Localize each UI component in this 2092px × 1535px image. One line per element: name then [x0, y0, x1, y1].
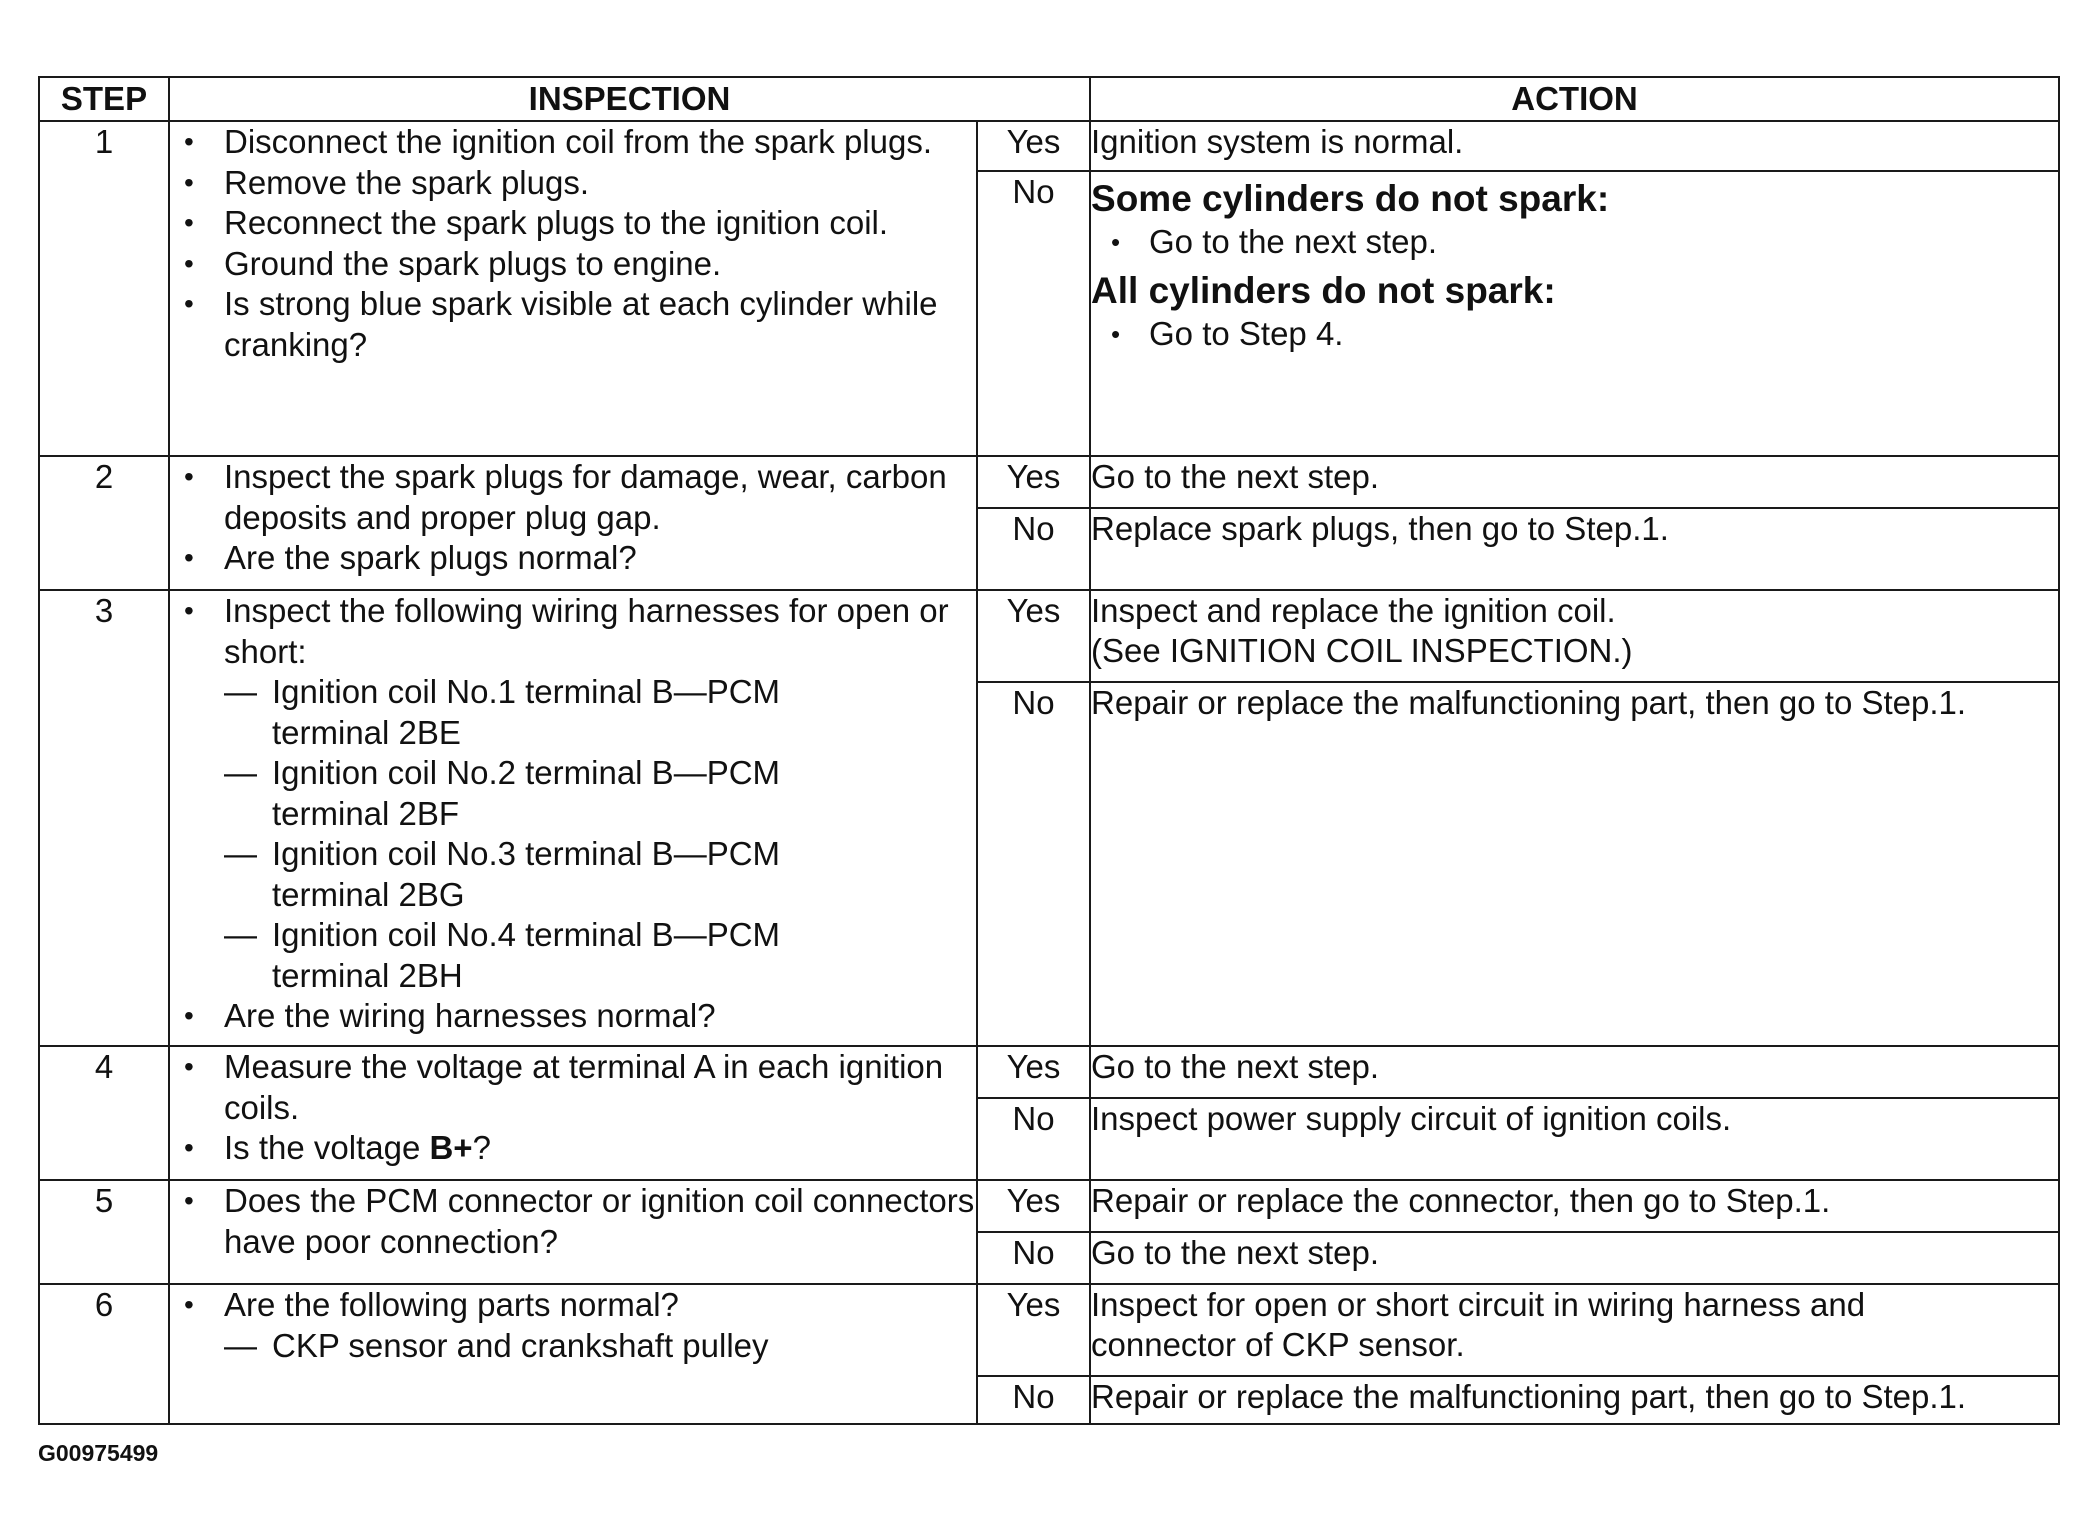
yes-action-line1: Inspect and replace the ignition coil. — [1091, 592, 1616, 629]
inspection-cell — [169, 1046, 977, 1180]
inspection-intro: Inspect the following wiring harnesses for open or short: — [224, 592, 949, 670]
header-action: ACTION — [1090, 77, 2059, 121]
sub-item-line1: Ignition coil No.1 terminal B—PCM — [272, 673, 781, 710]
list-item: • Measure the voltage at terminal A in each ignition coils. — [170, 1047, 976, 1128]
figure-id: G00975499 — [38, 1440, 159, 1466]
list-item: • Are the wiring harnesses normal? — [170, 996, 976, 1037]
inspection-list — [170, 457, 976, 579]
yes-action: Repair or replace the connector, then go to Step.1. — [1090, 1180, 2059, 1232]
inspection-cell — [169, 590, 977, 1046]
dash-marker: — — [224, 1326, 257, 1364]
action-heading: All cylinders do not spark: — [1091, 270, 1556, 311]
sub-item — [170, 834, 976, 915]
list-item: • Are the spark plugs normal? — [170, 538, 976, 579]
header-step: STEP — [39, 77, 169, 121]
action-list — [1091, 222, 2058, 262]
list-item: • Is strong blue spark visible at each cylinder while cranking? — [170, 284, 976, 365]
yes-label: Yes — [977, 1180, 1090, 1232]
sub-item-line2: terminal 2BF — [272, 794, 460, 832]
yes-label: Yes — [977, 1284, 1090, 1376]
yes-label: Yes — [977, 590, 1090, 682]
table-row-step-1-yes — [39, 121, 2059, 171]
list-item: • Remove the spark plugs. — [170, 163, 976, 204]
step-number: 3 — [39, 590, 169, 1046]
sub-item-line2: terminal 2BE — [272, 713, 461, 751]
sub-item — [170, 915, 976, 996]
inspection-list — [170, 1047, 976, 1169]
yes-action-line2: connector of CKP sensor. — [1091, 1326, 1465, 1363]
sub-item-text: CKP sensor and crankshaft pulley — [272, 1326, 769, 1364]
no-action: Replace spark plugs, then go to Step.1. — [1090, 508, 2059, 590]
voltage-question-suffix: ? — [472, 1129, 491, 1166]
inspection-list — [170, 591, 976, 1037]
voltage-question-prefix: Is the voltage — [224, 1129, 430, 1166]
dash-marker: — — [224, 916, 257, 953]
dash-marker: — — [224, 754, 257, 791]
yes-label: Yes — [977, 1046, 1090, 1098]
yes-action-line2: (See IGNITION COIL INSPECTION.) — [1091, 632, 1633, 669]
yes-action — [1090, 590, 2059, 682]
table-header-row — [39, 77, 2059, 121]
yes-action: Ignition system is normal. — [1090, 121, 2059, 171]
sub-item-line2: terminal 2BH — [272, 956, 463, 994]
no-label: No — [977, 1098, 1090, 1180]
inspection-list — [170, 1181, 976, 1262]
list-item: • Inspect the spark plugs for damage, wear, carbon deposits and proper plug gap. — [170, 457, 976, 538]
sub-item-line2: terminal 2BG — [272, 875, 465, 913]
sub-item — [170, 672, 976, 753]
table-row-step-4-yes — [39, 1046, 2059, 1098]
header-inspection: INSPECTION — [169, 77, 1090, 121]
no-label: No — [977, 682, 1090, 1046]
inspection-cell — [169, 1284, 977, 1424]
no-label: No — [977, 508, 1090, 590]
no-action: Repair or replace the malfunctioning part, then go to Step.1. — [1090, 1376, 2059, 1424]
yes-label: Yes — [977, 121, 1090, 171]
voltage-b-plus: B+ — [429, 1129, 473, 1166]
step-number: 4 — [39, 1046, 169, 1180]
list-item: • Go to the next step. — [1091, 222, 2058, 262]
inspection-cell — [169, 1180, 977, 1284]
table-row-step-5-yes — [39, 1180, 2059, 1232]
inspection-cell — [169, 456, 977, 590]
no-label: No — [977, 1376, 1090, 1424]
dash-marker: — — [224, 673, 257, 710]
list-item — [170, 1285, 976, 1366]
list-item: • Reconnect the spark plugs to the ignition coil. — [170, 203, 976, 244]
yes-action-line1: Inspect for open or short circuit in wiring harness and — [1091, 1286, 1866, 1323]
list-item: • Go to Step 4. — [1091, 314, 2058, 354]
list-item — [170, 1128, 976, 1169]
yes-action: Go to the next step. — [1090, 456, 2059, 508]
inspection-cell — [169, 121, 977, 456]
yes-action — [1090, 1284, 2059, 1376]
step-number: 1 — [39, 121, 169, 456]
table-row-step-2-yes — [39, 456, 2059, 508]
sub-item-line1: Ignition coil No.3 terminal B—PCM — [272, 835, 781, 872]
no-action: Repair or replace the malfunctioning part, then go to Step.1. — [1090, 682, 2059, 1046]
step-number: 5 — [39, 1180, 169, 1284]
sub-item — [170, 1326, 976, 1367]
inspection-list — [170, 122, 976, 365]
sub-item-line1: Ignition coil No.4 terminal B—PCM — [272, 916, 781, 953]
list-item: • Ground the spark plugs to engine. — [170, 244, 976, 285]
dash-marker: — — [224, 835, 257, 872]
table-row-step-6-yes — [39, 1284, 2059, 1376]
step-number: 2 — [39, 456, 169, 590]
inspection-list — [170, 1285, 976, 1366]
inspection-question: Are the following parts normal? — [224, 1286, 679, 1323]
no-action — [1090, 171, 2059, 456]
no-label: No — [977, 171, 1090, 456]
yes-action: Go to the next step. — [1090, 1046, 2059, 1098]
no-action: Inspect power supply circuit of ignition coils. — [1090, 1098, 2059, 1180]
yes-label: Yes — [977, 456, 1090, 508]
sub-item — [170, 753, 976, 834]
list-item — [170, 591, 976, 996]
sub-item-line1: Ignition coil No.2 terminal B—PCM — [272, 754, 781, 791]
action-heading: Some cylinders do not spark: — [1091, 178, 1610, 219]
list-item: • Disconnect the ignition coil from the spark plugs. — [170, 122, 976, 163]
action-list — [1091, 314, 2058, 354]
no-label: No — [977, 1232, 1090, 1284]
table-row-step-3-yes — [39, 590, 2059, 682]
step-number: 6 — [39, 1284, 169, 1424]
diagnostic-table — [38, 76, 2060, 1425]
list-item: • Does the PCM connector or ignition coil connectors have poor connection? — [170, 1181, 976, 1262]
no-action: Go to the next step. — [1090, 1232, 2059, 1284]
